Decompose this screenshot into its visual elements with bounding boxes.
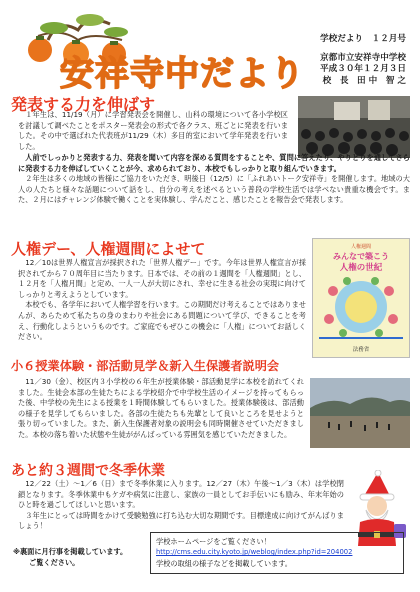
section2-paragraph-2: 本校でも、各学年において人権学習を行います。この期間だけ考えることではありませんが、あらためて私たちの身のまわりや社会にある問題について学び、できることを考え、行動化しようというものです。ご家庭でもぜひこの機会に「人権」についてお話しください。 [18,300,306,342]
poster-small-caption: 人権週間 [350,244,371,250]
schoolyard-photo [310,378,410,448]
section-heading-human-rights: 人権デー、人権週間によせて [11,240,206,258]
poster-title-line2: 人権の世紀 [339,263,383,273]
section4-paragraph-2: ３年生にとっては時間をかけて受験勉強に打ち込む大切な期間です。目標達成に向けてがんばりましょう！ [18,510,344,531]
section4-body [18,479,344,532]
poster-footer: 法務省 [352,347,370,353]
section-heading-winter-break: あと約３週間で冬季休業 [11,463,165,479]
homepage-notice-box [150,532,404,574]
section1-paragraph-2: 人前でしっかりと発表する力、発表を聞いて内容を深める質問をすることや、質問に答えたり、やりとりを通してさらに発表する力を伸ばしていくことが今、求められており、本校でもしっかりと取り組んでいきます。 [18,153,410,173]
homepage-notice-title: 学校ホームページをご覧ください！ [156,537,271,546]
section4-paragraph-1: 12／22（土）～1／6（日）まで冬季休業に入ります。12／27（木）午後～1／3（木）は学校閉鎖となります。冬季休業中もケガや病気に注意し、家族の一員としてお手伝いにも励み、年末年始のひと時を過ごしてほしいと思います。 [18,479,344,510]
section2-body [18,258,306,343]
masthead [10,8,305,94]
principal-name: 校 長 田 中 智 之 [322,76,406,86]
reverse-side-note [13,547,153,568]
poster-illustration [313,273,409,343]
issue-label: 学校だより １２月号 [320,34,406,44]
section1-body-top [18,110,288,152]
homepage-url-link[interactable]: http://cms.edu.city.kyoto.jp/weblog/index.php?id=204002 [156,548,353,556]
section3-paragraph-1: 11／30（金）、校区内３小学校の６年生が授業体験・部活動見学に本校を訪れてくれました。生徒会本部の生徒たちによる学校紹介で中学校生活のイメージを持ってもらった後、中学校の先生による授業を１時間体験してもらいました。授業体験後は、部活動の様子を見学してもらいました。各部の生徒たちも先輩として良いところを見せようと張り切っていました。また、新入生保護者対象の説明会も同時開催させていただきました。本校の落ち着いた状態や生徒ががんばっている雰囲気を感じていただきました。 [18,377,304,439]
reverse-side-note-line2: ご覧ください。 [29,557,80,567]
issue-date: 平成３０年１２月３日 [320,64,406,74]
section3-body [18,377,304,441]
section1-paragraph-1: １年生は、11/19（月）に学習発表会を開催し、山科の環境について各小学校区を討議して調べたことをポスター発表会の形式で各クラス、班ごとに発表を行いました。その中で選ばれた代表班が11/29（木）多目的室において学年発表を行いました。 [18,110,288,151]
section1-paragraph-3: ２年生は多くの地域の皆様にご協力をいただき、明後日（12/5）に「ふれあいトーク安祥寺」を開催します。地域の大人の人たちと様々な話題について話をし、自分の考えを述べるという普段の学校生活では学べない貴重な機会です。また、２月にはチャレンジ体験で働くことを実体験し、学んだこと、感じたことを報告会で発表します。 [18,174,410,205]
section2-paragraph-1: 12／10は世界人権宣言が採択された「世界人権デー」です。今年は世界人権宣言が採択されてから７０周年目に当たります。日本では、その前の１週間を「人権週間」とし、１２月を「人権月間」と定め、一人一人が大切にされ、幸せに生きる社会の実現に向けてしっかりと考えようとしています。 [18,258,306,299]
newsletter-title: 安祥寺中だより [60,54,305,94]
presentation-photo [298,96,410,158]
homepage-notice-detail: 学校の取組の様子などを掲載しています。 [156,559,292,568]
reverse-side-note-line1: ※裏面に月行事を掲載しています。 [13,547,128,556]
section-heading-elementary-visit: 小６授業体験・部活動見学＆新入生保護者説明会 [11,359,280,373]
section-heading-presentation: 発表する力を伸ばす [11,95,156,114]
poster-title-line1: みんなで築こう [333,252,389,261]
school-name: 京都市立安祥寺中学校 [320,53,406,63]
section1-body [18,153,410,206]
human-rights-poster [312,238,410,358]
